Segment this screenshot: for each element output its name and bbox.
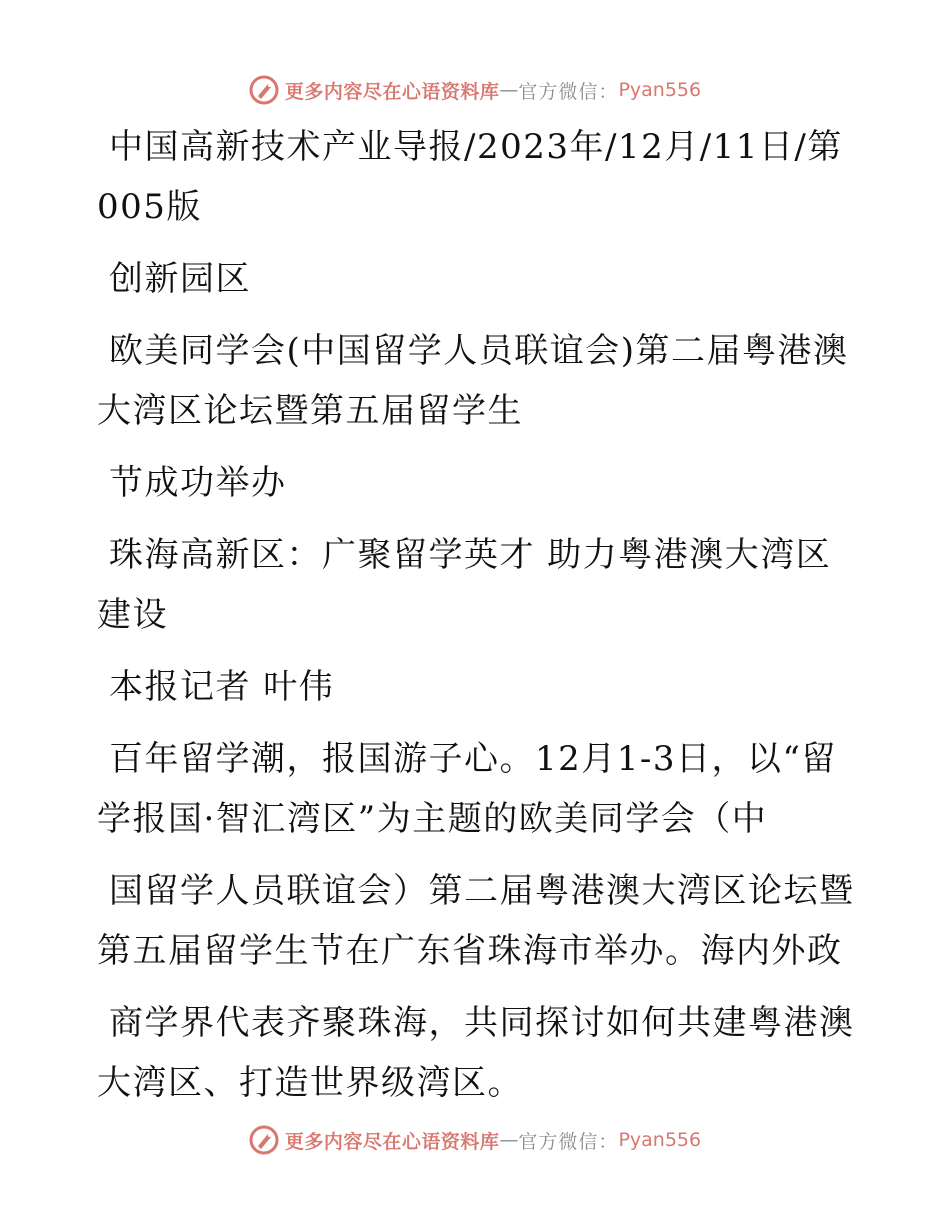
byline: 本报记者 叶伟 (109, 667, 335, 707)
section-label: 创新园区 (109, 259, 251, 299)
headline-part-1: 欧美同学会(中国留学人员联谊会)第二届粤港澳大湾区论坛暨第五届留学生 (97, 331, 849, 431)
watermark-official-label: 官方微信： (518, 1130, 619, 1153)
body-paragraph: 国留学人员联谊会）第二届粤港澳大湾区论坛暨第五届留学生节在广东省珠海市举办。海内外政 (97, 871, 855, 971)
subheadline: 珠海高新区：广聚留学英才 助力粤港澳大湾区建设 (97, 535, 832, 635)
watermark-handle: Pyan556 (618, 79, 702, 101)
newspaper-source-line: 中国高新技术产业导报/2023年/12月/11日/第005版 (97, 127, 843, 227)
watermark-main-text: 更多内容尽在心语资料库 (284, 80, 500, 103)
watermark-dash: — (499, 1129, 519, 1151)
body-paragraph: 商学界代表齐聚珠海，共同探讨如何共建粤港澳大湾区、打造世界级湾区。 (97, 1003, 855, 1103)
watermark-main-text: 更多内容尽在心语资料库 (284, 1130, 500, 1153)
body-paragraph: 百年留学潮，报国游子心。12月1-3日，以“留学报国·智汇湾区”为主题的欧美同学会（中 (97, 739, 837, 839)
pen-circle-logo-icon (249, 1125, 279, 1155)
watermark-dash: — (499, 79, 519, 101)
watermark-header (0, 70, 950, 110)
pen-circle-logo-icon (249, 75, 279, 105)
document-body (97, 117, 857, 1125)
headline-part-2: 节成功举办 (109, 463, 287, 503)
watermark-official-label: 官方微信： (518, 80, 619, 103)
watermark-footer (0, 1120, 950, 1160)
watermark-handle: Pyan556 (618, 1129, 702, 1151)
